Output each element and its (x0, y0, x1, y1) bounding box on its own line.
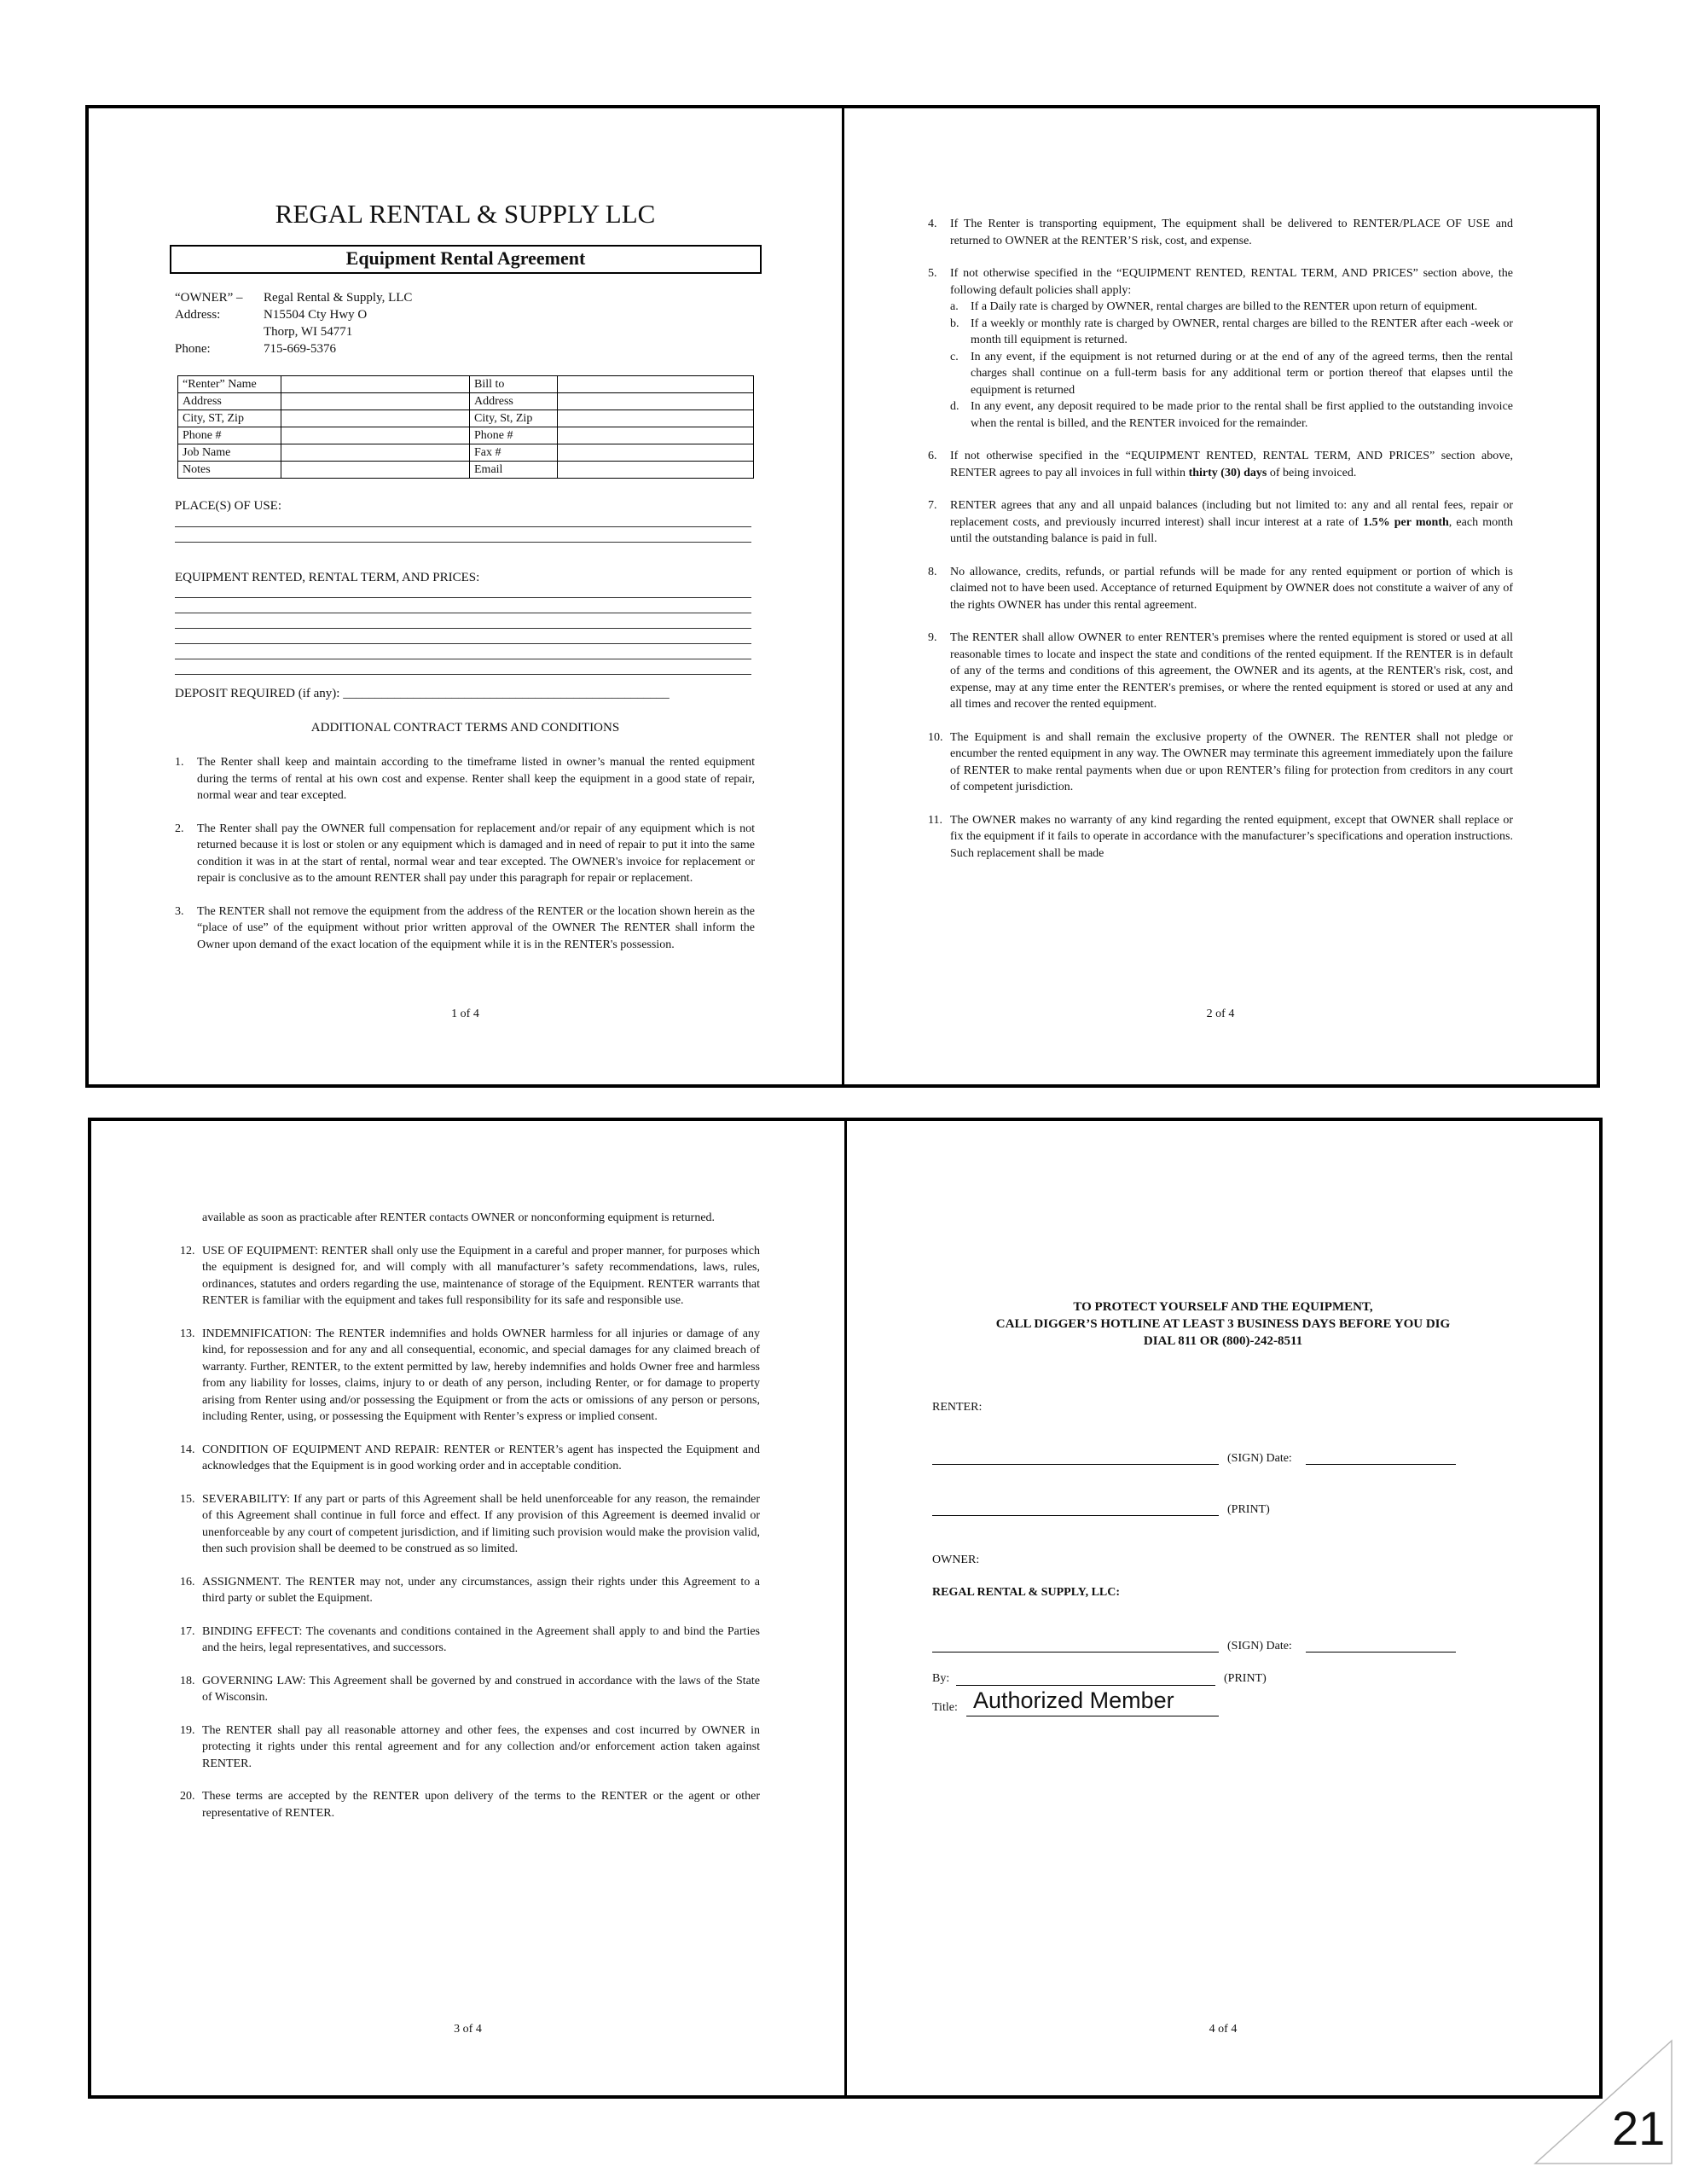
diggers-hotline-notice: TO PROTECT YOURSELF AND THE EQUIPMENT, CALL DIGGER’S HOTLINE AT LEAST 3 BUSINESS DAYS BEFORE YOU DIG DIAL 811 OR (800)-242-8511 (995, 1300, 1451, 1348)
terms-list-2 (928, 216, 1513, 878)
field-value[interactable] (558, 462, 754, 479)
term-item: 13. INDEMNIFICATION: The RENTER indemnifies and holds OWNER harmless for all injuries or damage of any kind, for repossession and for any and all consequential, economic, and special damages for any claimed breach of warranty. Further, RENTER, to the extent permitted by law, hereby indemnifies and holds Owner free and harmless from any liability for losses, claims, injury to or death of any person, including Renter, or for damage to property arising from Renter using and/or possessing the Equipment or from the acts or omissions of any person or persons, including Renter, using, or possessing the Equipment with Renter’s express or implied consent. (180, 1327, 760, 1423)
term-item: 12. USE OF EQUIPMENT: RENTER shall only use the Equipment in a careful and proper manner, for purposes which the equipment is designed for, and will comply with all manufacturer’s safety recommendations, laws, rules, ordinances, statutes and orders regarding the use, maintenance of storage of the Equipment. RENTER warrants that RENTER is familiar with the equipment and takes full responsibility for its safe and responsible use. (180, 1244, 760, 1307)
field-label: Phone # (178, 427, 281, 444)
address-line1: N15504 Cty Hwy O (264, 308, 368, 322)
field-value[interactable] (281, 410, 470, 427)
field-label: Fax # (470, 444, 558, 462)
renter-date-line[interactable] (1306, 1464, 1456, 1465)
address-line2: Thorp, WI 54771 (264, 325, 353, 339)
renter-sign-date-label: (SIGN) Date: (1227, 1452, 1292, 1465)
bottom-sheet (88, 1118, 1603, 2099)
equipment-line (175, 643, 751, 644)
additional-terms-heading: ADDITIONAL CONTRACT TERMS AND CONDITIONS (310, 721, 620, 735)
owner-sign-date-label: (SIGN) Date: (1227, 1640, 1292, 1653)
term-item: 19. The RENTER shall pay all reasonable attorney and other fees, the expenses and cost incurred by OWNER in protecting it rights under this rental agreement and for any collection and/or enforcement action taken against RENTER. (180, 1723, 760, 1770)
term-item: 1. The Renter shall keep and maintain according to the timeframe listed in owner’s manual the rented equipment during the terms of rental at his own cost and expense. Renter shall keep the equipment in a good state of repair, normal wear and tear excepted. (175, 756, 755, 802)
term-item: 14. CONDITION OF EQUIPMENT AND REPAIR: RENTER or RENTER’s agent has inspected the Equipment and acknowledges that the Equipment is in good working order and in acceptable condition. (180, 1443, 760, 1472)
field-label: Address (470, 393, 558, 410)
deposit-line: DEPOSIT REQUIRED (if any): ___________________________________________________ (175, 687, 670, 700)
sub-item: d. In any event, any deposit required to be made prior to the rental shall be first applied to the outstanding invoice when the rental is billed, and the RENTER invoiced for the remainder. (950, 400, 1513, 430)
renter-label: RENTER: (932, 1401, 983, 1414)
equipment-line (175, 674, 751, 675)
place-of-use-label: PLACE(S) OF USE: (175, 499, 282, 513)
field-label: Email (470, 462, 558, 479)
field-label: Bill to (470, 376, 558, 393)
field-value[interactable] (281, 427, 470, 444)
owner-company: REGAL RENTAL & SUPPLY, LLC: (932, 1586, 1121, 1599)
term-item: 9. The RENTER shall allow OWNER to enter RENTER's premises where the rented equipment is stored or used at all reasonable times to locate and inspect the state and conditions of the rented equipment. If the RENTER is in default of any of the terms and conditions of this agreement, the OWNER and its agents, at the RENTER's risk, cost, and expense, may at any time enter the RENTER's premises, or where the rented equipment is stored or used at any and all times and recover the rented equipment. (928, 631, 1513, 711)
info-row (178, 376, 754, 393)
by-label: By: (932, 1672, 950, 1685)
term-item: 8. No allowance, credits, refunds, or partial refunds will be made for any rented equipment or portion of which is claimed not to have been used. Acceptance of returned Equipment by OWNER does not constitute a waiver of any of the rights OWNER has under this rental agreement. (928, 565, 1513, 612)
equipment-rented-label: EQUIPMENT RENTED, RENTAL TERM, AND PRICES: (175, 571, 480, 584)
page-number: 1 of 4 (451, 1008, 479, 1020)
field-label: Phone # (470, 427, 558, 444)
field-value[interactable] (558, 393, 754, 410)
field-value[interactable] (558, 376, 754, 393)
info-row (178, 462, 754, 479)
field-value[interactable] (558, 427, 754, 444)
term-item: 11. The OWNER makes no warranty of any kind regarding the rented equipment, except that OWNER shall replace or fix the equipment if it fails to operate in accordance with the manufacturer’s specifications and operation instructions. Such replacement shall be made (928, 813, 1513, 860)
page-number: 2 of 4 (1206, 1008, 1235, 1020)
term-item: 2. The Renter shall pay the OWNER full compensation for replacement and/or repair of any equipment which is not returned because it is lost or stolen or any equipment which is damaged and in need of repair to put it into the same condition it was in at the start of rental, normal wear and tear excepted. The OWNER's invoice for replacement or repair is conclusive as to the amount RENTER shall pay under this paragraph for repair or replacement. (175, 822, 755, 885)
field-label: “Renter” Name (178, 376, 281, 393)
info-row (178, 393, 754, 410)
term-item: 10. The Equipment is and shall remain the exclusive property of the OWNER. The RENTER shall not pledge or encumber the rented equipment in any way. The OWNER may terminate this agreement immediately upon the failure of RENTER to make rental payments when due or upon RENTER’s filing for protection from creditors in any court of competent jurisdiction. (928, 730, 1513, 793)
phone-value: 715-669-5376 (264, 342, 336, 356)
renter-sign-line[interactable] (932, 1464, 1219, 1465)
title-value: Authorized Member (973, 1687, 1174, 1713)
sub-item: b. If a weekly or monthly rate is charged by OWNER, rental charges are billed to the RENTER after each -week or month till equipment is returned. (950, 317, 1513, 346)
field-value[interactable] (281, 444, 470, 462)
owner-label: OWNER: (932, 1554, 980, 1566)
renter-info-table (177, 375, 754, 479)
field-label: Notes (178, 462, 281, 479)
term-item: 20. These terms are accepted by the RENTER upon delivery of the terms to the RENTER or the agent or other representative of RENTER. (180, 1790, 760, 1820)
page-2 (844, 108, 1597, 1084)
term-item: 16. ASSIGNMENT. The RENTER may not, under any circumstances, assign their rights under this Agreement to a third party or sublet the Equipment. (180, 1575, 760, 1605)
page-4 (847, 1121, 1599, 2095)
equipment-line (175, 628, 751, 629)
field-value[interactable] (558, 444, 754, 462)
page-number: 4 of 4 (1209, 2023, 1238, 2036)
term-item: 3. The RENTER shall not remove the equipment from the address of the RENTER or the location shown herein as the “place of use” of the equipment without prior written approval of the OWNER The RENTER shall inform the Owner upon demand of the exact location of the equipment while it is in the RENTER's possession. (175, 904, 755, 951)
renter-print-line[interactable] (932, 1515, 1219, 1516)
field-value[interactable] (281, 393, 470, 410)
field-label: City, St, Zip (470, 410, 558, 427)
by-line[interactable] (956, 1685, 1215, 1686)
owner-date-line[interactable] (1306, 1652, 1456, 1653)
field-value[interactable] (558, 410, 754, 427)
page-number: 3 of 4 (454, 2023, 482, 2036)
field-label: Job Name (178, 444, 281, 462)
page-badge-number: 21 (1612, 2101, 1666, 2155)
sub-item: c. In any event, if the equipment is not returned during or at the end of any of the agreed terms, then the rental charges shall continue on a full-term basis for any additional term or portion thereof that elapses until the equipment is returned (950, 350, 1513, 397)
term-item: 5. If not otherwise specified in the “EQUIPMENT RENTED, RENTAL TERM, AND PRICES” section above, the following default policies shall apply: a. If a Daily rate is charged by OWNER, rental charges are billed to the RENTER upon return of equipment. b. If a weekly or monthly rate is charged by OWNER, rental charges are billed to the RENTER after each -week or month till equipment is returned. c. In any event, if the equipment is not returned during or at the end of any of the agreed terms, then the rental charges shall continue on a full-term basis for any additional term or portion thereof that elapses until the equipment is returned d. In any event, any deposit required to be made prior to the rental shall be first applied to the outstanding invoice when the rental is billed, and the RENTER invoiced for the remainder. (928, 265, 1513, 432)
field-value[interactable] (281, 462, 470, 479)
info-row (178, 444, 754, 462)
top-sheet (85, 105, 1600, 1088)
info-row (178, 427, 754, 444)
address-label: Address: (175, 308, 221, 322)
owner-block (175, 289, 687, 357)
term-continuation: available as soon as practicable after RENTER contacts OWNER or nonconforming equipment is returned. (202, 1211, 716, 1224)
terms-list-1 (175, 754, 755, 969)
term-item: 4. If The Renter is transporting equipment, The equipment shall be delivered to RENTER/PLACE OF USE and returned to OWNER at the RENTER’S risk, cost, and expense. (928, 218, 1513, 247)
field-label: Address (178, 393, 281, 410)
terms-list-3 (180, 1210, 760, 1838)
place-of-use-line (175, 526, 751, 527)
term-item: 17. BINDING EFFECT: The covenants and conditions contained in the Agreement shall apply to and bind the Parties and the heirs, legal representatives, and successors. (180, 1624, 760, 1654)
info-row (178, 410, 754, 427)
term-item: 18. GOVERNING LAW: This Agreement shall be governed by and construed in accordance with the laws of the State of Wisconsin. (180, 1674, 760, 1704)
equipment-line (175, 597, 751, 598)
field-label: City, ST, Zip (178, 410, 281, 427)
page-1 (89, 108, 842, 1084)
owner-label: “OWNER” – (175, 291, 243, 305)
renter-print-label: (PRINT) (1227, 1503, 1270, 1516)
owner-value: Regal Rental & Supply, LLC (264, 291, 413, 305)
term-item: 7. RENTER agrees that any and all unpaid balances (including but not limited to: any and all rental fees, repair or replacement costs, and previously incurred interest) shall incur interest at a rate of 1.5% per month, each month until the outstanding balance is paid in full. (928, 499, 1514, 545)
term-item: 6. If not otherwise specified in the “EQUIPMENT RENTED, RENTAL TERM, AND PRICES” section above, RENTER agrees to pay all invoices in full within thirty (30) days of being invoiced. (928, 450, 1513, 479)
page-3 (91, 1121, 844, 2095)
term-item: 15. SEVERABILITY: If any part or parts of this Agreement shall be held unenforceable for any reason, the remainder of this Agreement shall continue in full force and effect. If any provision of this Agreement is deemed invalid or unenforceable by any court of competent jurisdiction, and if limiting such provision would make the provision valid, then such provision shall be deemed to be construed as so limited. (180, 1492, 760, 1555)
field-value[interactable] (281, 376, 470, 393)
place-of-use-line (175, 542, 751, 543)
by-print-label: (PRINT) (1224, 1672, 1267, 1685)
agreement-title: Equipment Rental Agreement (170, 245, 762, 274)
phone-label: Phone: (175, 342, 211, 356)
owner-sign-line[interactable] (932, 1652, 1219, 1653)
company-heading: REGAL RENTAL & SUPPLY LLC (275, 199, 656, 229)
title-label: Title: (932, 1701, 958, 1714)
sub-item: a. If a Daily rate is charged by OWNER, rental charges are billed to the RENTER upon return of equipment. (950, 300, 1478, 313)
